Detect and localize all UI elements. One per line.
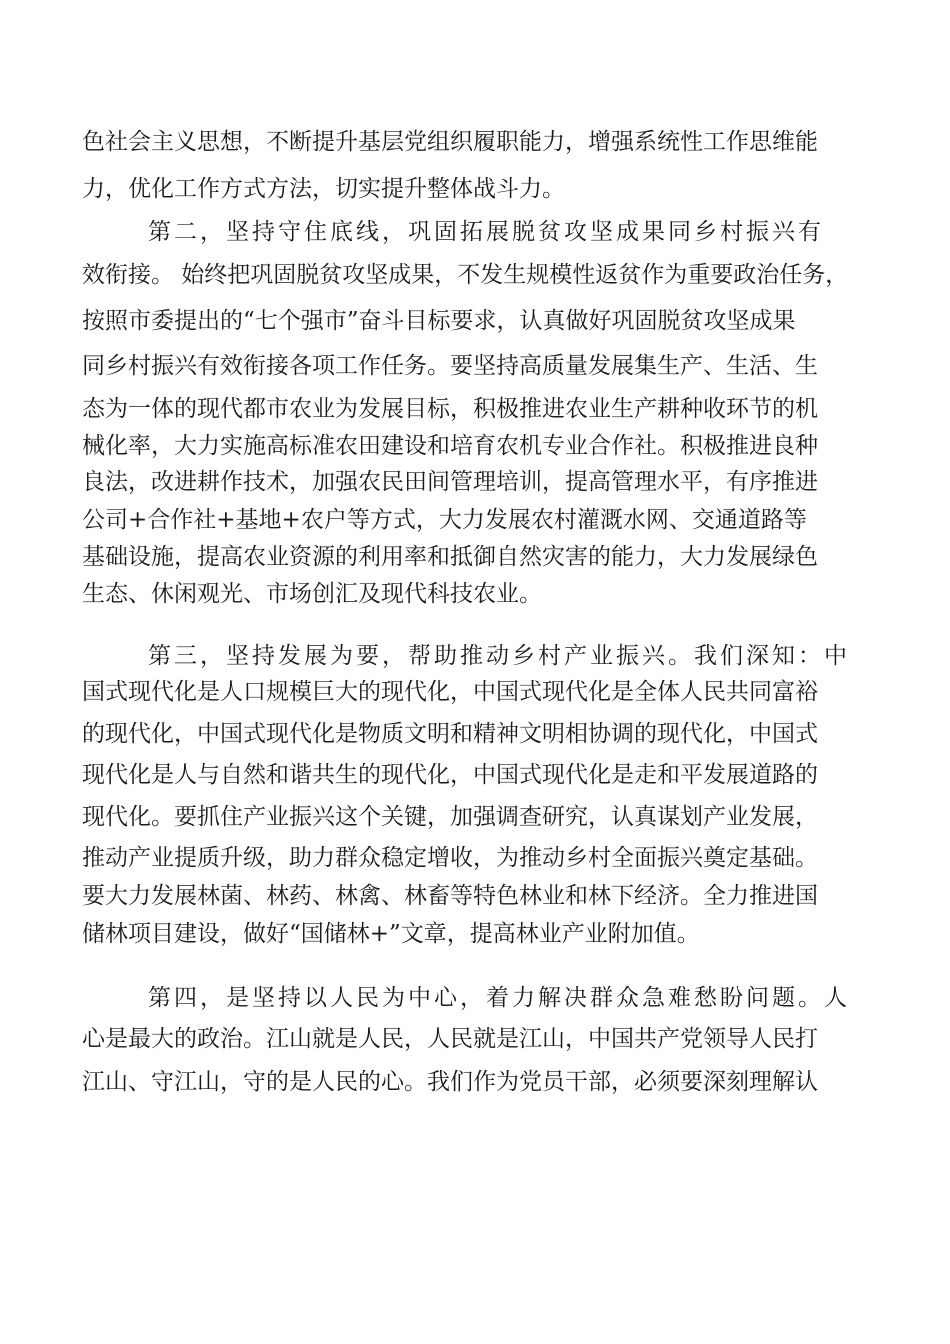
paragraph-heading-2: 第二，坚持守住底线，巩固拓展脱贫攻坚成果同乡村振兴有 <box>148 219 824 245</box>
text-line: 要大力发展林菌、林药、林禽、林畜等特色林业和林下经济。全力推进国 <box>82 883 818 909</box>
text-line: 按照市委提出的“七个强市”奋斗目标要求，认真做好巩固脱贫攻坚成果 <box>82 308 796 334</box>
text-line: 力，优化工作方式方法，切实提升整体战斗力。 <box>82 176 565 202</box>
text-line: 推动产业提质升级，助力群众稳定增收，为推动乡村全面振兴奠定基础。 <box>82 845 818 871</box>
text-line: 态为一体的现代都市农业为发展目标，积极推进农业生产耕种收环节的机 <box>82 396 818 422</box>
text-line: 基础设施，提高农业资源的利用率和抵御自然灾害的能力，大力发展绿色 <box>82 544 818 570</box>
text-line: 现代化是人与自然和谐共生的现代化，中国式现代化是走和平发展道路的 <box>82 762 818 788</box>
text-line: 色社会主义思想，不断提升基层党组织履职能力，增强系统性工作思维能 <box>82 129 818 155</box>
text-line: 公司+合作社+基地+农户等方式，大力发展农村灌溉水网、交通道路等 <box>82 507 807 533</box>
paragraph-heading-4: 第四，是坚持以人民为中心，着力解决群众急难愁盼问题。人 <box>148 985 850 1011</box>
text-line: 效衔接。 始终把巩固脱贫攻坚成果，不发生规模性返贫作为重要政治任务， <box>82 262 849 288</box>
paragraph-heading-3: 第三，坚持发展为要，帮助推动乡村产业振兴。我们深知：中 <box>148 643 850 669</box>
text-line: 良法，改进耕作技术，加强农民田间管理培训，提高管理水平，有序推进 <box>82 469 818 495</box>
text-line: 生态、休闲观光、市场创汇及现代科技农业。 <box>82 581 542 607</box>
text-line: 同乡村振兴有效衔接各项工作任务。要坚持高质量发展集生产、生活、生 <box>82 353 818 379</box>
text-line: 的现代化，中国式现代化是物质文明和精神文明相协调的现代化，中国式 <box>82 721 818 747</box>
text-line: 储林项目建设，做好“国储林+”文章，提高林业产业附加值。 <box>82 921 700 947</box>
text-line: 江山、守江山，守的是人民的心。我们作为党员干部，必须要深刻理解认 <box>82 1069 818 1095</box>
text-line: 现代化。要抓住产业振兴这个关键，加强调查研究，认真谋划产业发展， <box>82 804 818 830</box>
text-line: 械化率，大力实施高标准农田建设和培育农机专业合作社。积极推进良种 <box>82 433 818 459</box>
text-line: 心是最大的政治。江山就是人民，人民就是江山，中国共产党领导人民打 <box>82 1026 818 1052</box>
text-line: 国式现代化是人口规模巨大的现代化，中国式现代化是全体人民共同富裕 <box>82 679 818 705</box>
